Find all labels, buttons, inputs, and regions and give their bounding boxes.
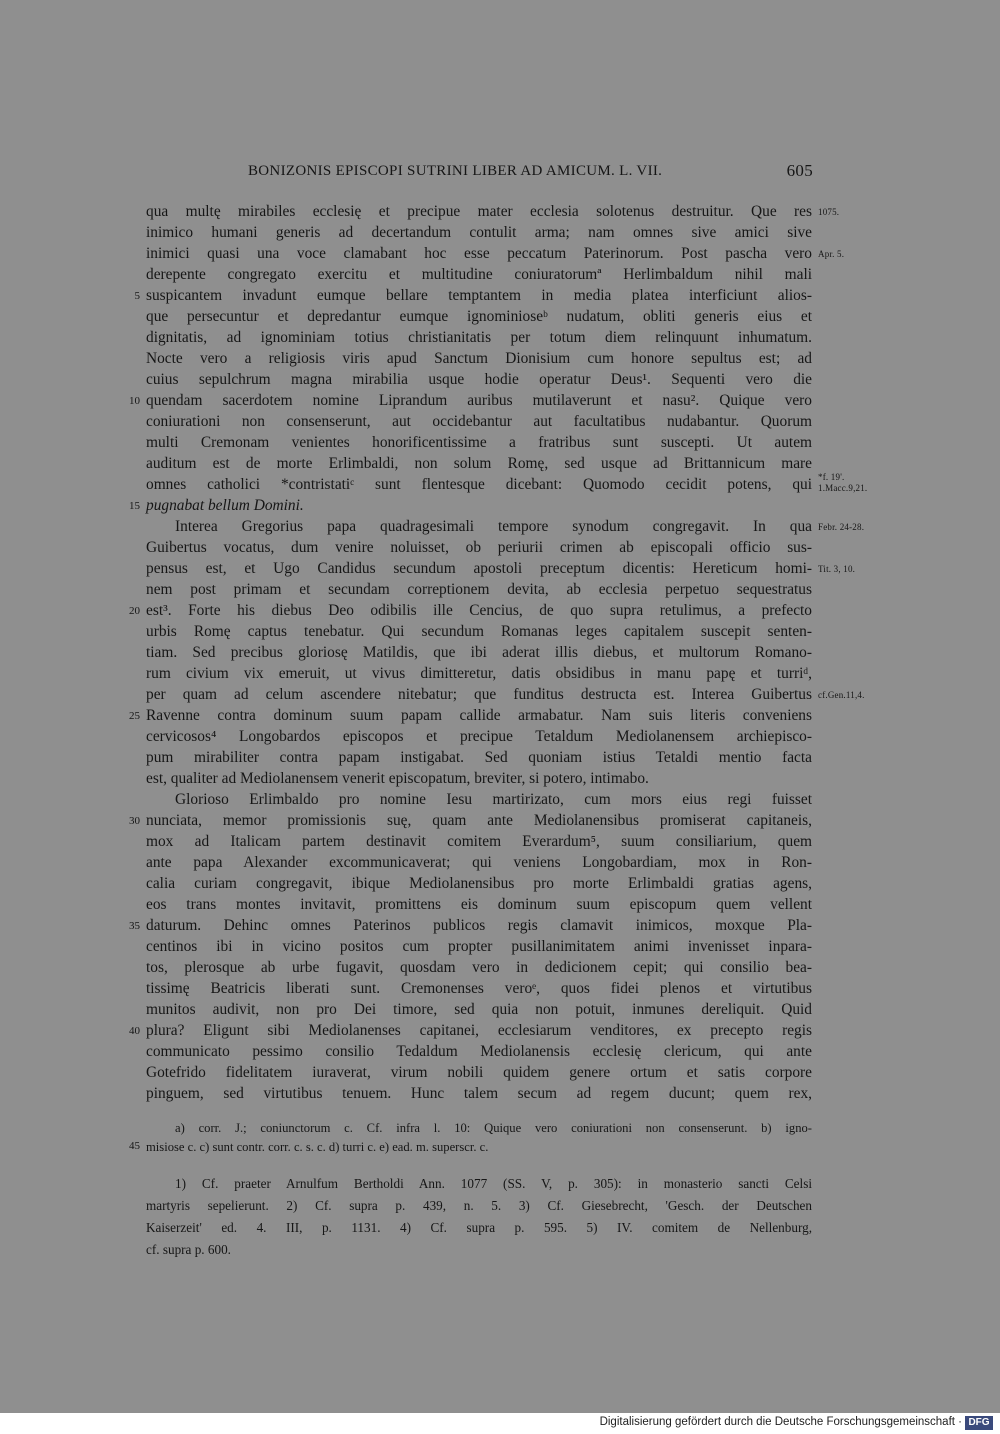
text-line: pensus est, et Ugo Candidus secundum apostoli preceptum dicentis: Hereticum homi- xyxy=(146,560,812,577)
text-line: tos, plerosque ab urbe fugavit, quosdam vero in dedicionem cepit; qui consilio bea- xyxy=(146,959,812,976)
text-line: communicato pessimo consilio Tedaldum Mediolanensis ecclesię clericum, qui ante xyxy=(146,1043,812,1060)
text-line: per quam ad celum ascendere nitebatur; que funditus destructa est. Interea Guibertus xyxy=(146,686,812,703)
dfg-logo-icon: DFG xyxy=(965,1416,993,1430)
text-line: pinguem, sed virtutibus tenuem. Hunc talem secum ad regem ducunt; quem rex, xyxy=(146,1085,812,1102)
text-line: tiam. Sed precibus gloriosę Matildis, que ibi aderat illis diebus, et multorum Romano- xyxy=(146,644,812,661)
text-line: Nocte vero a religiosis viris apud Sanctum Dionisium cum honore sepultus est; ad xyxy=(146,350,812,367)
header-title: BONIZONIS EPISCOPI SUTRINI LIBER AD AMICUM. L. VII. xyxy=(248,163,663,179)
line-number: 30 xyxy=(129,815,140,827)
text-line: coniurationi non consenserunt, aut occidebantur aut facultatibus nudabantur. Quorum xyxy=(146,413,812,430)
text-line: nunciata, memor promissionis suę, quam ante Mediolanensibus promiserat capitaneis, xyxy=(146,812,812,829)
line-number: 10 xyxy=(129,395,140,407)
text-line: Interea Gregorius papa quadragesimali tempore synodum congregavit. In qua xyxy=(175,518,812,535)
text-line: daturum. Dehinc omnes Paterinos publicos regis clamavit inimicos, moxque Pla- xyxy=(146,917,812,934)
text-line: dignitatis, ad ignominiam totius christianitatis per totum diem relinquunt inhumatum. xyxy=(146,329,812,346)
margin-note: Tit. 3, 10. xyxy=(818,564,856,574)
line-number: 5 xyxy=(134,290,140,302)
text-line: munitos audivit, non pro Dei timore, sed quia non potuit, inmunes dereliquit. Quid xyxy=(146,1001,812,1018)
line-number: 40 xyxy=(129,1025,140,1037)
apparatus-line: misiose c. c) sunt contr. corr. c. s. c. d) turri c. e) ead. m. superscr. c. xyxy=(146,1140,489,1154)
text-line: eos trans montes invitavit, promittens eis dominum suum episcopum quem vellent xyxy=(146,896,812,913)
text-line: urbis Romę captus tenebatur. Qui secundum Romanas leges capitalem suscepit senten- xyxy=(146,623,812,640)
text-line: multi Cremonam venientes honorificentissime a fratribus sunt suscepti. Ut autem xyxy=(146,434,812,451)
running-header xyxy=(248,163,813,183)
text-line: ante papa Alexander excommunicaverat; qui veniens Longobardiam, mox in Ron- xyxy=(146,854,812,871)
text-line: Gotefrido fidelitatem iuraverat, virum nobili quidem genere ortum et satis corpore xyxy=(146,1064,812,1081)
text-line: cervicosos⁴ Longobardos episcopos et precipue Tetaldum Mediolanensem archiepisco- xyxy=(146,728,812,745)
line-number: 15 xyxy=(129,500,140,512)
text-line: mox ad Italicam partem destinavit comitem Everardum⁵, suum consiliarium, quem xyxy=(146,833,812,850)
text-line: inimici quasi una voce clamabant hoc esse peccatum Paterinorum. Post pascha vero xyxy=(146,245,812,262)
apparatus-line: a) corr. J.; coniunctorum c. Cf. infra l. 10: Quique vero coniurationi non consenserunt. b) igno- xyxy=(175,1121,812,1135)
funding-footer xyxy=(0,1413,1000,1434)
text-line: centinos ibi in vicino positos cum propter pusillanimitatem animi invenisset inpara- xyxy=(146,938,812,955)
text-line: cuius sepulchrum magna mirabilia usque hodie operatur Deus¹. Sequenti vero die xyxy=(146,371,812,388)
text-line: suspicantem invadunt eumque bellare temptantem in media platea interficiunt alios- xyxy=(146,287,812,304)
text-line: inimico humani generis ad decertandum contulit arma; nam omnes sive amici sive xyxy=(146,224,812,241)
margin-note: cf.Gen.11,4. xyxy=(818,690,865,700)
text-line: qua multę mirabiles ecclesię et precipue mater ecclesia solotenus destruitur. Que res xyxy=(146,203,812,220)
text-line: pugnabat bellum Domini. xyxy=(146,497,304,514)
funding-text: Digitalisierung gefördert durch die Deutsche Forschungsgemeinschaft · xyxy=(599,1416,962,1428)
text-line: quendam sacerdotem nomine Liprandum auribus mutilaverunt et nasu². Quique vero xyxy=(146,392,812,409)
text-line: Glorioso Erlimbaldo pro nomine Iesu martirizato, cum mors eius regi fuisset xyxy=(175,791,812,808)
text-line: Ravenne contra dominum suum papam callide armabatur. Nam suis literis conveniens xyxy=(146,707,812,724)
text-line: pum mirabiliter contra papam instigabat. Sed quoniam istius Tetaldi mentio facta xyxy=(146,749,812,766)
text-line: que persecuntur et depredantur eumque ignominioseᵇ nudatum, obliti generis eius et xyxy=(146,308,812,325)
text-line: tissimę Beatricis liberati sunt. Cremonenses veroᵉ, quos fidei plenos et virtutibus xyxy=(146,980,812,997)
margin-note: 1.Macc.9,21. xyxy=(818,483,868,493)
text-line: plura? Eligunt sibi Mediolanenses capitanei, ecclesiarum venditores, ex precepto regis xyxy=(146,1022,812,1039)
text-line: nem post primam et secundam correptionem devita, ab ecclesia perpetuo sequestratus xyxy=(146,581,812,598)
margin-note: *f. 19'. xyxy=(818,472,845,482)
margin-note: Febr. 24-28. xyxy=(818,522,865,532)
text-line: est, qualiter ad Mediolanensem venerit episcopatum, breviter, si potero, intimabo. xyxy=(146,770,649,787)
line-number: 20 xyxy=(129,605,140,617)
margin-note: 1075. xyxy=(818,207,840,217)
text-line: Guibertus vocatus, dum venire noluisset, ob periurii crimen ab episcopali officio sus- xyxy=(146,539,812,556)
text-line: omnes catholici *contristatiᶜ sunt flentesque dicebant: Quomodo cecidit potens, qui xyxy=(146,476,812,493)
line-number: 35 xyxy=(129,920,140,932)
text-line: calia curiam congregavit, ibique Mediolanensibus pro morte Erlimbaldi gratias agens, xyxy=(146,875,812,892)
text-line: rum civium vix emeruit, ut vivus dimitteretur, datis obsidibus in manu papę et turriᵈ, xyxy=(146,665,812,682)
footnote-line: Kaiserzeit' ed. 4. III, p. 1131. 4) Cf. supra p. 595. 5) IV. comitem de Nellenburg, xyxy=(146,1220,812,1235)
line-number: 45 xyxy=(129,1140,140,1152)
footnote-line: cf. supra p. 600. xyxy=(146,1242,231,1257)
text-line: derepente congregato exercitu et multitudine coniuratorumª Herlimbaldum nihil mali xyxy=(146,266,812,283)
text-line: est³. Forte his diebus Deo odibilis ille Cencius, de quo supra retulimus, a prefecto xyxy=(146,602,812,619)
footnote-line: martyris sepelierunt. 2) Cf. supra p. 439, n. 5. 3) Cf. Giesebrecht, 'Gesch. der Deutschen xyxy=(146,1198,812,1213)
footnote-line: 1) Cf. praeter Arnulfum Bertholdi Ann. 1077 (SS. V, p. 305): in monasterio sancti Celsi xyxy=(175,1176,812,1191)
text-line: auditum est de morte Erlimbaldi, non solum Romę, sed usque ad Brittannicum mare xyxy=(146,455,812,472)
page-number: 605 xyxy=(786,161,813,180)
line-number: 25 xyxy=(129,710,140,722)
margin-note: Apr. 5. xyxy=(818,249,845,259)
